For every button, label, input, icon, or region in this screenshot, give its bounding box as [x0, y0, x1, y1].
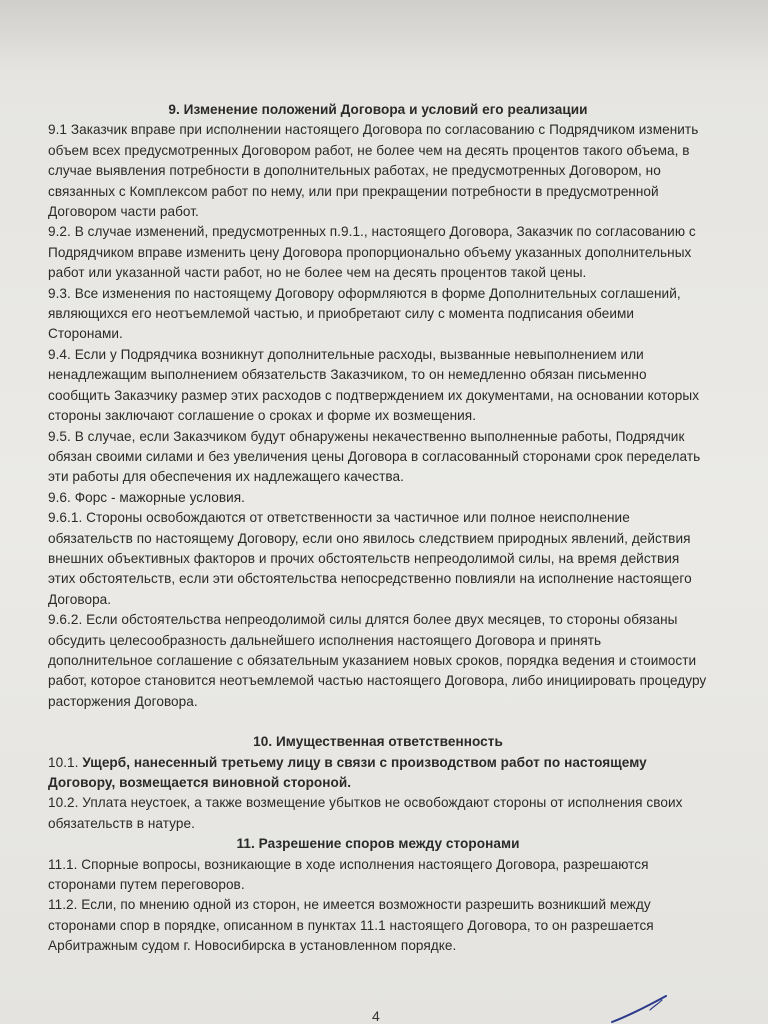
paragraph-9-1: 9.1 Заказчик вправе при исполнении настоящего Договора по согласованию с Подрядчиком изменить объем всех предусмотренных Договором работ, не более чем на десять процентов такого объема, в случае выявления потребности в дополнительных работах, не предусмотренных Договором, но связанных с Комплексом работ по нему, или при прекращении потребности в предусмотренной Договором части работ.: [48, 122, 699, 220]
paragraph-10-1: [48, 753, 708, 794]
paragraph-11-2: 11.2. Если, по мнению одной из сторон, не имеется возможности разрешить возникший между сторонами спор в порядке, описанном в пунктах 11.1 настоящего Договора, то он разрешается Арбитражным судом г. Новосибирска в установленном порядке.: [48, 897, 654, 954]
section-9-title: 9. Изменение положений Договора и условий его реализации: [168, 102, 588, 117]
paragraph-9-6-1: 9.6.1. Стороны освобождаются от ответственности за частичное или полное неисполнение обязательств по настоящему Договору, если оно явилось следствием природных явлений, действия внешних объективных факторов и прочих обстоятельств непреодолимой силы, на время действия этих обстоятельств, если эти обстоятельства непосредственно повлияли на исполнение настоящего Договора.: [48, 510, 692, 607]
section-11-title: 11. Разрешение споров между сторонами: [236, 836, 520, 852]
section-spacer: [48, 712, 708, 732]
paragraph-9-6-2: 9.6.2. Если обстоятельства непреодолимой силы длятся более двух месяцев, то стороны обязаны обсудить целесообразность дальнейшего исполнения настоящего Договора и принять дополнительное соглашение с обязательным указанием новых сроков, порядка ведения и стоимости работ, которое становится неотъемлемой частью настоящего Договора, либо инициировать процедуру расторжения Договора.: [48, 612, 707, 709]
document-page: [48, 100, 708, 957]
paragraph-10-1-text: Ущерб, нанесенный третьему лицу в связи с производством работ по настоящему Договору, возмещается виновной стороной.: [48, 754, 647, 790]
paragraph-10-1-number: 10.1.: [48, 754, 83, 770]
page-number: 4: [372, 1008, 380, 1024]
paragraph-9-4: 9.4. Если у Подрядчика возникнут дополнительные расходы, вызванные невыполнением или ненадлежащим выполнением обязательств Заказчиком, то он немедленно обязан письменно сообщить Заказчику размер этих расходов с подтверждением их документами, на основании которых стороны заключают соглашение о сроках и форме их возмещения.: [48, 346, 700, 424]
paragraph-9-3: 9.3. Все изменения по настоящему Договору оформляются в форме Дополнительных соглашений, являющихся его неотъемлемой частью, и приобретают силу с момента подписания обеими Сторонами.: [48, 285, 681, 342]
signature-mark: [610, 992, 670, 1024]
paragraph-9-6: 9.6. Форс - мажорные условия.: [48, 489, 246, 505]
section-10-title: 10. Имущественная ответственность: [253, 734, 503, 750]
paragraph-9-5: 9.5. В случае, если Заказчиком будут обнаружены некачественно выполненные работы, Подрядчик обязан своими силами и без увеличения цены Договора в согласованный сторонами срок переделать эти работы для обеспечения их надлежащего качества.: [48, 428, 701, 485]
paragraph-10-2: 10.2. Уплата неустоек, а также возмещение убытков не освобождают стороны от исполнения своих обязательств в натуре.: [48, 795, 683, 831]
paragraph-11-1: 11.1. Спорные вопросы, возникающие в ходе исполнения настоящего Договора, разрешаются сторонами путем переговоров.: [48, 856, 649, 893]
paragraph-9-2: 9.2. В случае изменений, предусмотренных п.9.1., настоящего Договора, Заказчик по согласованию с Подрядчиком вправе изменить цену Договора пропорционально объему указанных дополнительных работ или указанной части работ, но не более чем на десять процентов такой цены.: [48, 224, 696, 281]
page-shadow: [0, 0, 768, 60]
